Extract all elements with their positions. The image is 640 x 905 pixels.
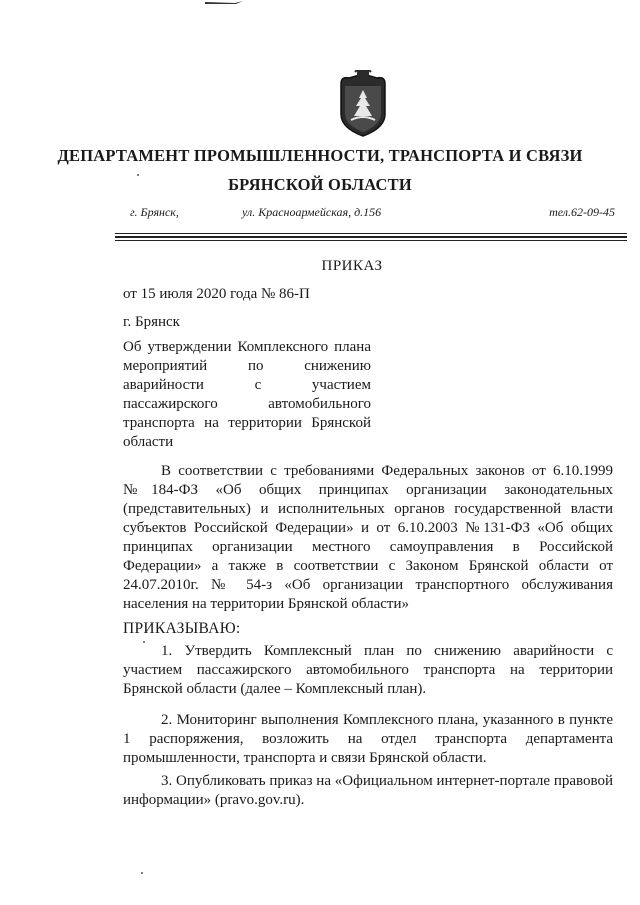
header-divider-middle: [115, 236, 627, 238]
order-preamble: В соответствии с требованиями Федеральных законов от 6.10.1999 №184-ФЗ «Об общих принципах организации законодательных (представительных) и исполнительных органов государственной власти субъектов Российской Федерации» и от 6.10.2003 №131-ФЗ «Об общих принципах организации местного самоуправления в Российской Федерации» а также в соответствии с Законом Брянской области от 24.07.2010г. № 54-з «Об организации транспортного обслуживания населения на территории Брянской области»: [123, 463, 613, 612]
order-date-number: от 15 июля 2020 года № 86-П: [123, 286, 310, 302]
order-command-word: ПРИКАЗЫВАЮ:: [123, 620, 241, 637]
order-subject: Об утверждении Комплексного плана мероприятий по снижению аварийности с участием пассажирского автомобильного транспорта на территории Брянской области: [123, 339, 371, 450]
order-city: г. Брянск: [123, 314, 180, 330]
coat-of-arms-icon: [337, 70, 389, 140]
order-item: 3. Опубликовать приказ на «Официальном интернет-портале правовой информации» (pravo.gov.ru).: [123, 773, 613, 808]
scan-mark: [205, 0, 245, 6]
order-item: 1. Утвердить Комплексный план по снижению аварийности с участием пассажирского автомобильного транспорта на территории Брянской области (далее – Комплексный план).: [123, 643, 613, 697]
header-divider-bottom: [115, 240, 627, 241]
order-item: 2. Мониторинг выполнения Комплексного плана, указанного в пункте 1 распоряжения, возложить на отдел транспорта департамента промышленности, транспорта и связи Брянской области.: [123, 712, 613, 766]
header-divider-top: [115, 233, 627, 234]
department-name-line2: БРЯНСКОЙ ОБЛАСТИ: [228, 175, 412, 194]
header-city: г. Брянск,: [130, 205, 179, 219]
order-title: ПРИКАЗ: [321, 258, 383, 274]
department-name-line1: ДЕПАРТАМЕНТ ПРОМЫШЛЕННОСТИ, ТРАНСПОРТА И СВЯЗИ: [57, 146, 583, 165]
header-street: ул. Красноармейская, д.156: [242, 205, 382, 219]
header-phone: тел.62-09-45: [549, 205, 615, 219]
scan-dot: [141, 872, 143, 874]
